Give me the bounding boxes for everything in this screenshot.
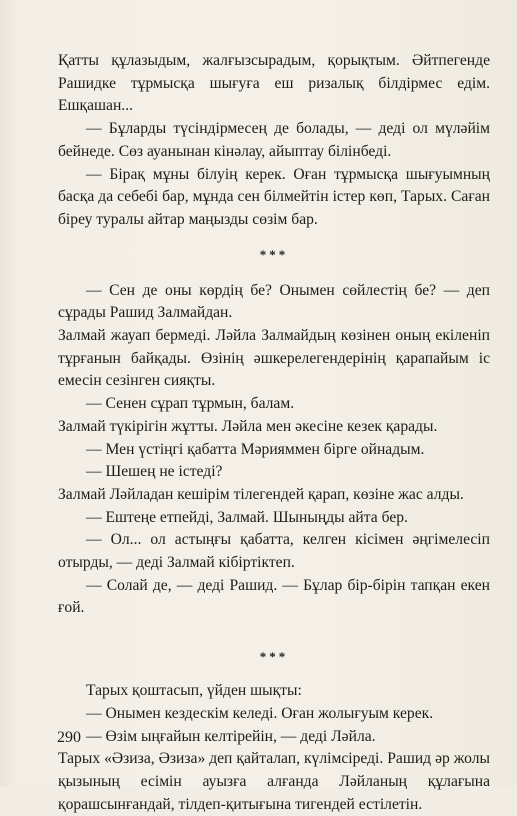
- paragraph: — Мен үстіңгі қабатта Мәрияммен бірге ойнадым.: [86, 440, 425, 458]
- paragraph: Залмай түкірігін жұтты. Ләйла мен әкесіне кезек қарады.: [58, 417, 438, 435]
- page-text-block: [58, 50, 490, 816]
- paragraph: Қатты құлазыдым, жалғызсырадым, қорықтым. Әйтпегенде Рашидке тұрмысқа шығуға еш ризалық білдірмес едім. Ешқашан...: [58, 52, 490, 115]
- paragraph: — Бұларды түсіндірмесең де болады, — деді ол мүләйім бейнеде. Сөз ауанынан кінәлау, айыптау білінбеді.: [58, 120, 490, 160]
- paragraph: Залмай жауап бермеді. Ләйла Залмайдың көзінен оның екіленіп тұрғанын байқады. Өзінің әшкерелегендерінің қарапайым іс емесін сезінген сияқты.: [58, 327, 490, 390]
- page-number: 290: [57, 729, 81, 746]
- section-separator: ***: [259, 649, 289, 665]
- paragraph: Тарых қоштасып, үйден шықты:: [86, 682, 302, 700]
- paragraph: — Шешең не істеді?: [86, 463, 223, 481]
- paragraph: — Солай де, — деді Рашид. — Бұлар бір-бірін тапқан екен ғой.: [58, 576, 490, 617]
- paragraph: — Сенен сұрап тұрмын, балам.: [86, 395, 295, 413]
- paragraph: — Бірақ мұны білуің керек. Оған тұрмысқа шығуымның басқа да себебі бар, мұнда сен білмейтін істер көп, Тарых. Саған біреу туралы айтар маңызды сөзім бар.: [58, 165, 490, 228]
- paragraph: Тарых «Әзиза, Әзиза» деп қайталап, күлімсіреді. Рашид әр жолы қызының есімін ауызға алғанда Ләйланың құлағына қорашсынғандай, тілдеп-қитығына тигендей естілетін.: [58, 750, 490, 813]
- paragraph: — Өзім ыңғайын келтірейін, — деді Ләйла.: [86, 727, 376, 745]
- section-separator: ***: [259, 246, 289, 262]
- paragraph: — Онымен кездескім келеді. Оған жолығуым керек.: [86, 704, 434, 722]
- paragraph: — Сен де оны көрдің бе? Онымен сөйлестің бе? — деп сұрады Рашид Залмайдан.: [58, 281, 490, 322]
- paragraph: — Ештеңе етпейді, Залмай. Шыныңды айта бер.: [86, 508, 408, 526]
- paragraph: — Ол... ол астыңғы қабатта, келген кісімен әңгімелесіп отырды, — деді Залмай кібіртіктеп.: [58, 531, 490, 572]
- paragraph: Залмай Ләйладан кешірім тілегендей қарап, көзіне жас алды.: [58, 485, 464, 503]
